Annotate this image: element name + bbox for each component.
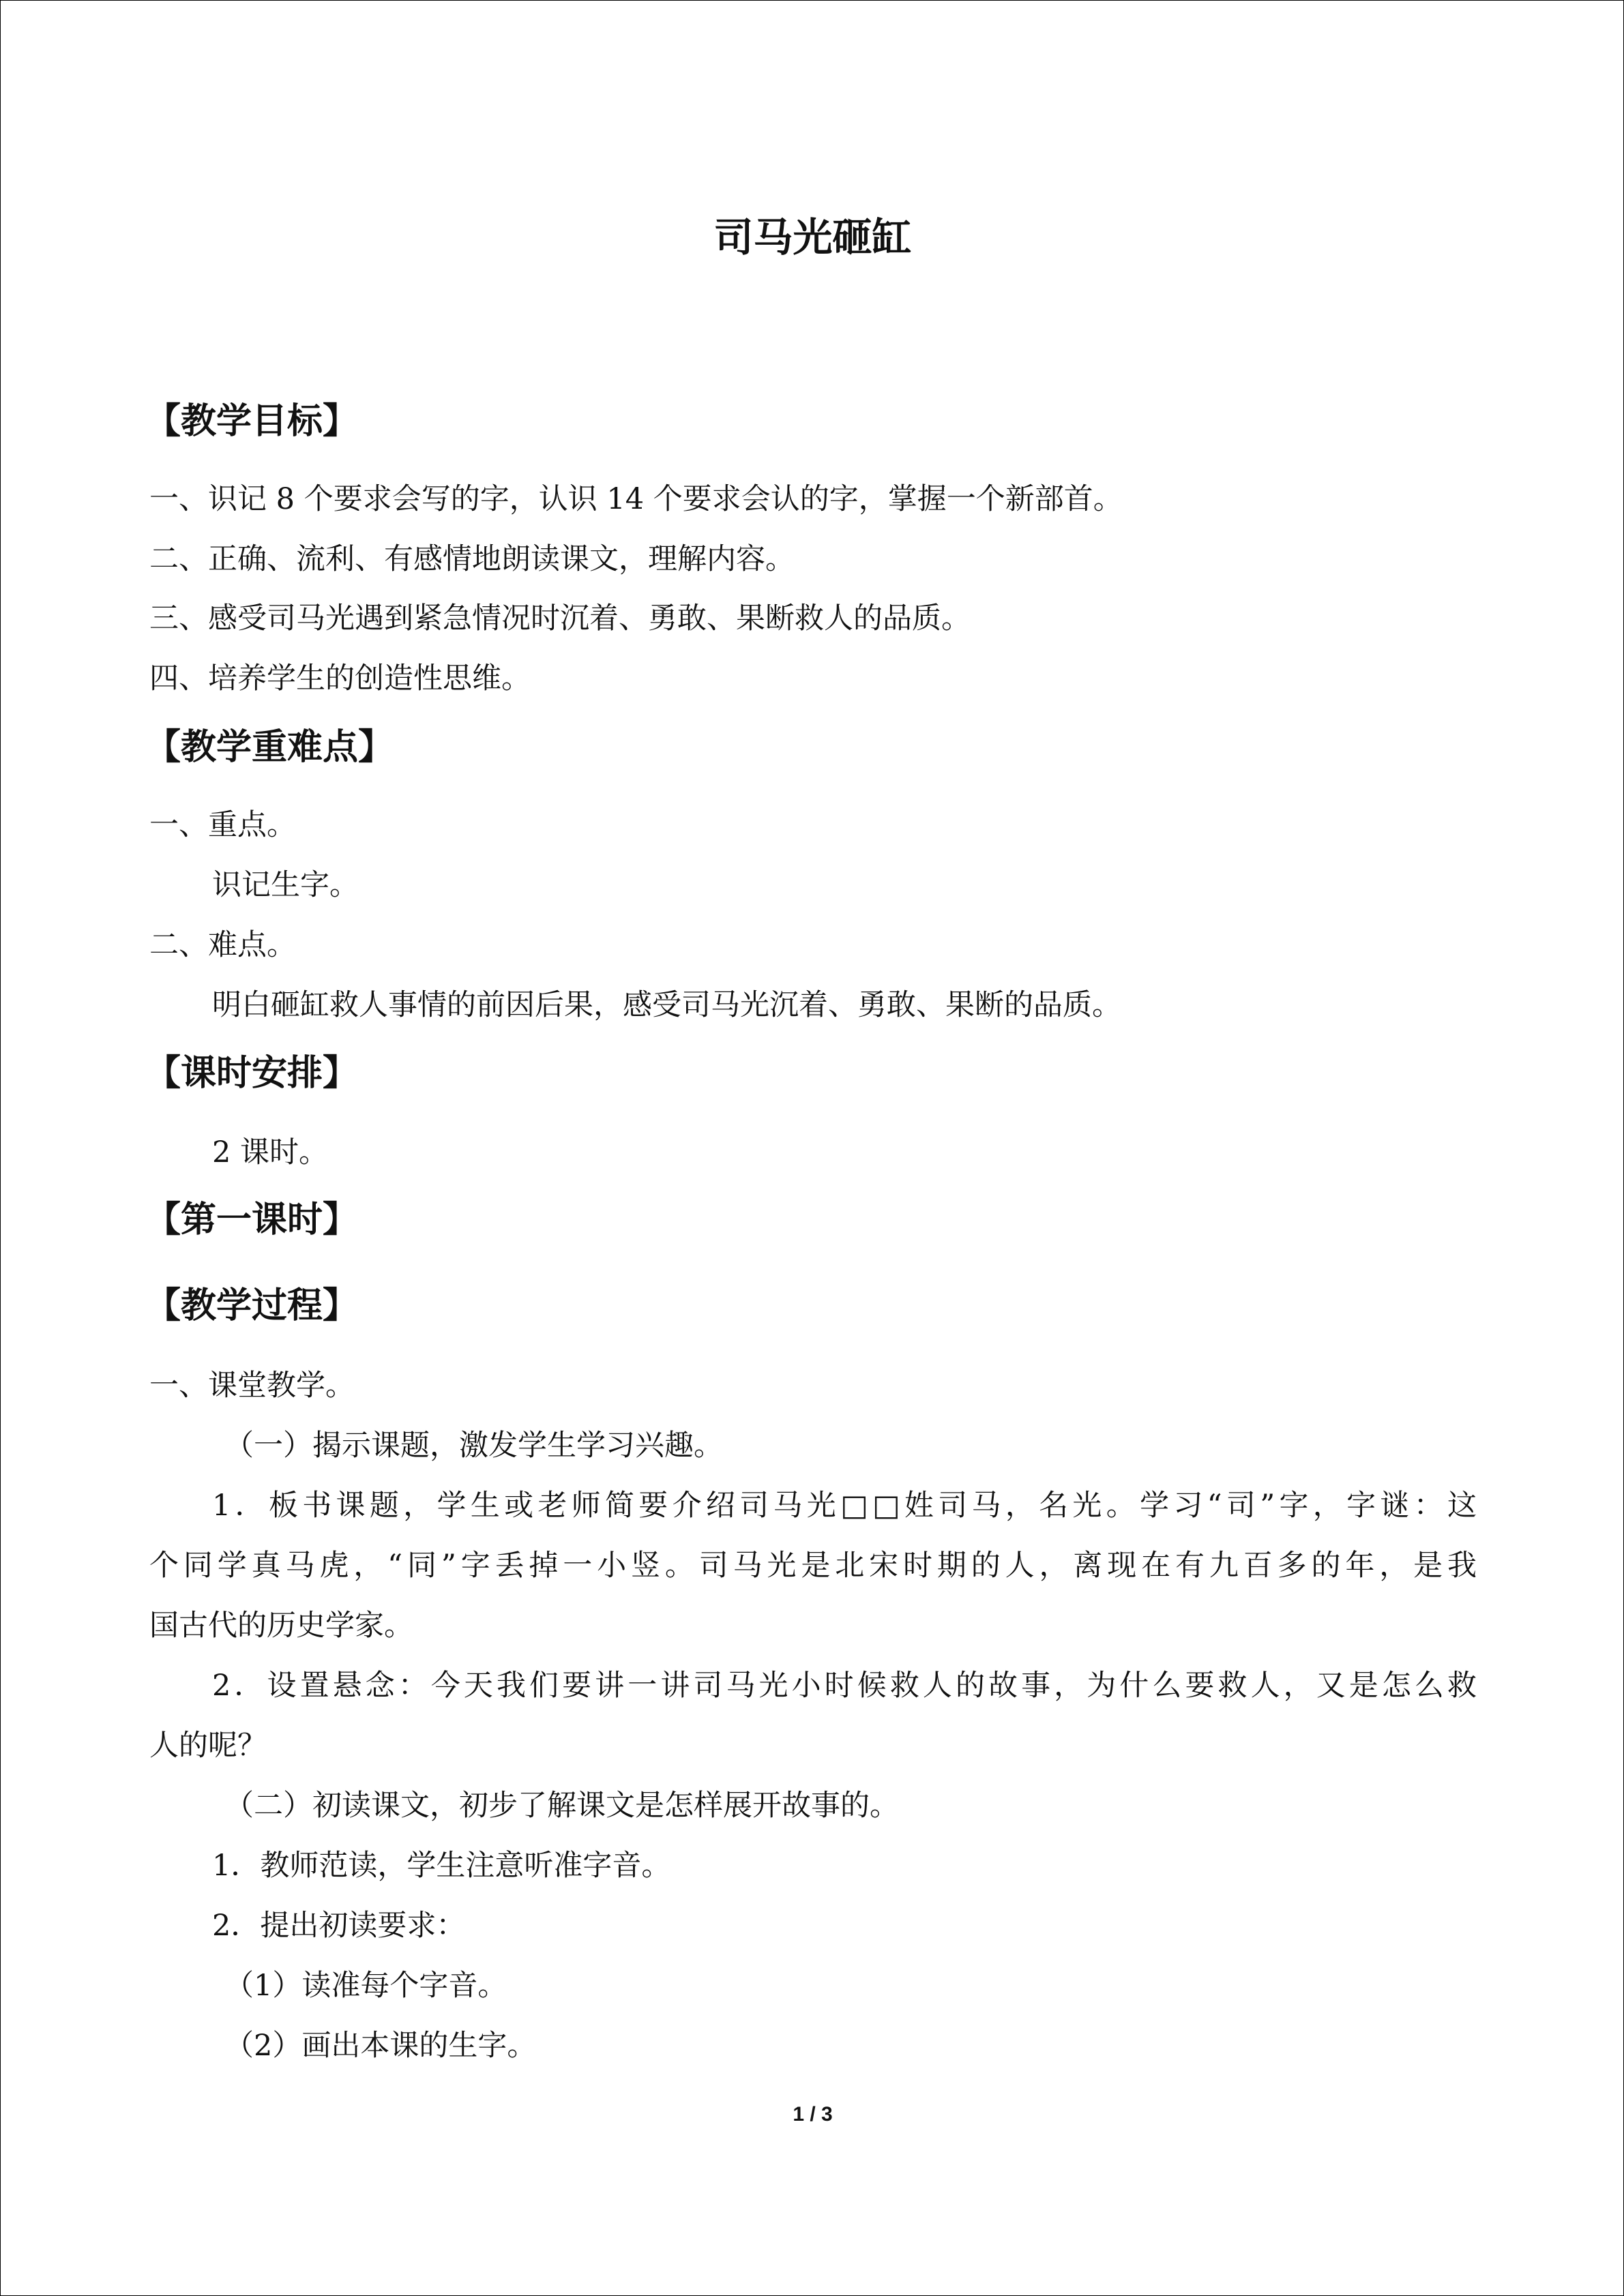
heading-first-lesson: 【第一课时】 [145, 1199, 359, 1240]
page-number: 1 / 3 [793, 2103, 833, 2126]
keypoint-text: 识记生字。 [212, 868, 359, 902]
process-line: 1．教师范读，学生注意听准字音。 [212, 1849, 671, 1883]
goal-item: 一、识记 8 个要求会写的字，认识 14 个要求会认的字，掌握一个新部首。 [149, 482, 1123, 516]
process-line: 人的呢？ [149, 1729, 267, 1763]
process-line: 个同学真马虎，“同”字丢掉一小竖。司马光是北宋时期的人，离现在有九百多的年，是我 [149, 1549, 1477, 1583]
goal-item: 四、培养学生的创造性思维。 [149, 661, 531, 696]
process-line: （2）画出本课的生字。 [224, 2029, 537, 2063]
process-line: 国古代的历史学家。 [149, 1609, 413, 1643]
keypoint-label: 一、重点。 [149, 808, 296, 842]
process-line: （一）揭示课题，激发学生学习兴趣。 [224, 1429, 723, 1463]
page-title: 司马光砸缸 [713, 214, 912, 260]
process-line: 1．板书课题，学生或老师简要介绍司马光□□姓司马，名光。学习“司”字，字谜：这 [212, 1489, 1477, 1523]
schedule-text: 2 课时。 [212, 1135, 329, 1169]
process-line: 2．提出初读要求： [212, 1909, 466, 1943]
heading-teaching-goals: 【教学目标】 [145, 401, 359, 442]
process-line: （二）初读课文，初步了解课文是怎样展开故事的。 [224, 1789, 899, 1823]
process-line: （1）读准每个字音。 [224, 1969, 507, 2003]
difficulty-label: 二、难点。 [149, 928, 296, 962]
heading-key-difficult-points: 【教学重难点】 [145, 727, 394, 768]
heading-schedule: 【课时安排】 [145, 1053, 359, 1094]
goal-item: 二、正确、流利、有感情地朗读课文，理解内容。 [149, 542, 795, 576]
process-line: 一、课堂教学。 [149, 1369, 355, 1403]
goal-item: 三、感受司马光遇到紧急情况时沉着、勇敢、果断救人的品质。 [149, 601, 971, 636]
process-line: 2．设置悬念：今天我们要讲一讲司马光小时候救人的故事，为什么要救人，又是怎么救 [212, 1669, 1477, 1703]
heading-teaching-process: 【教学过程】 [145, 1285, 359, 1326]
difficulty-text: 明白砸缸救人事情的前因后果，感受司马光沉着、勇敢、果断的品质。 [212, 988, 1121, 1022]
